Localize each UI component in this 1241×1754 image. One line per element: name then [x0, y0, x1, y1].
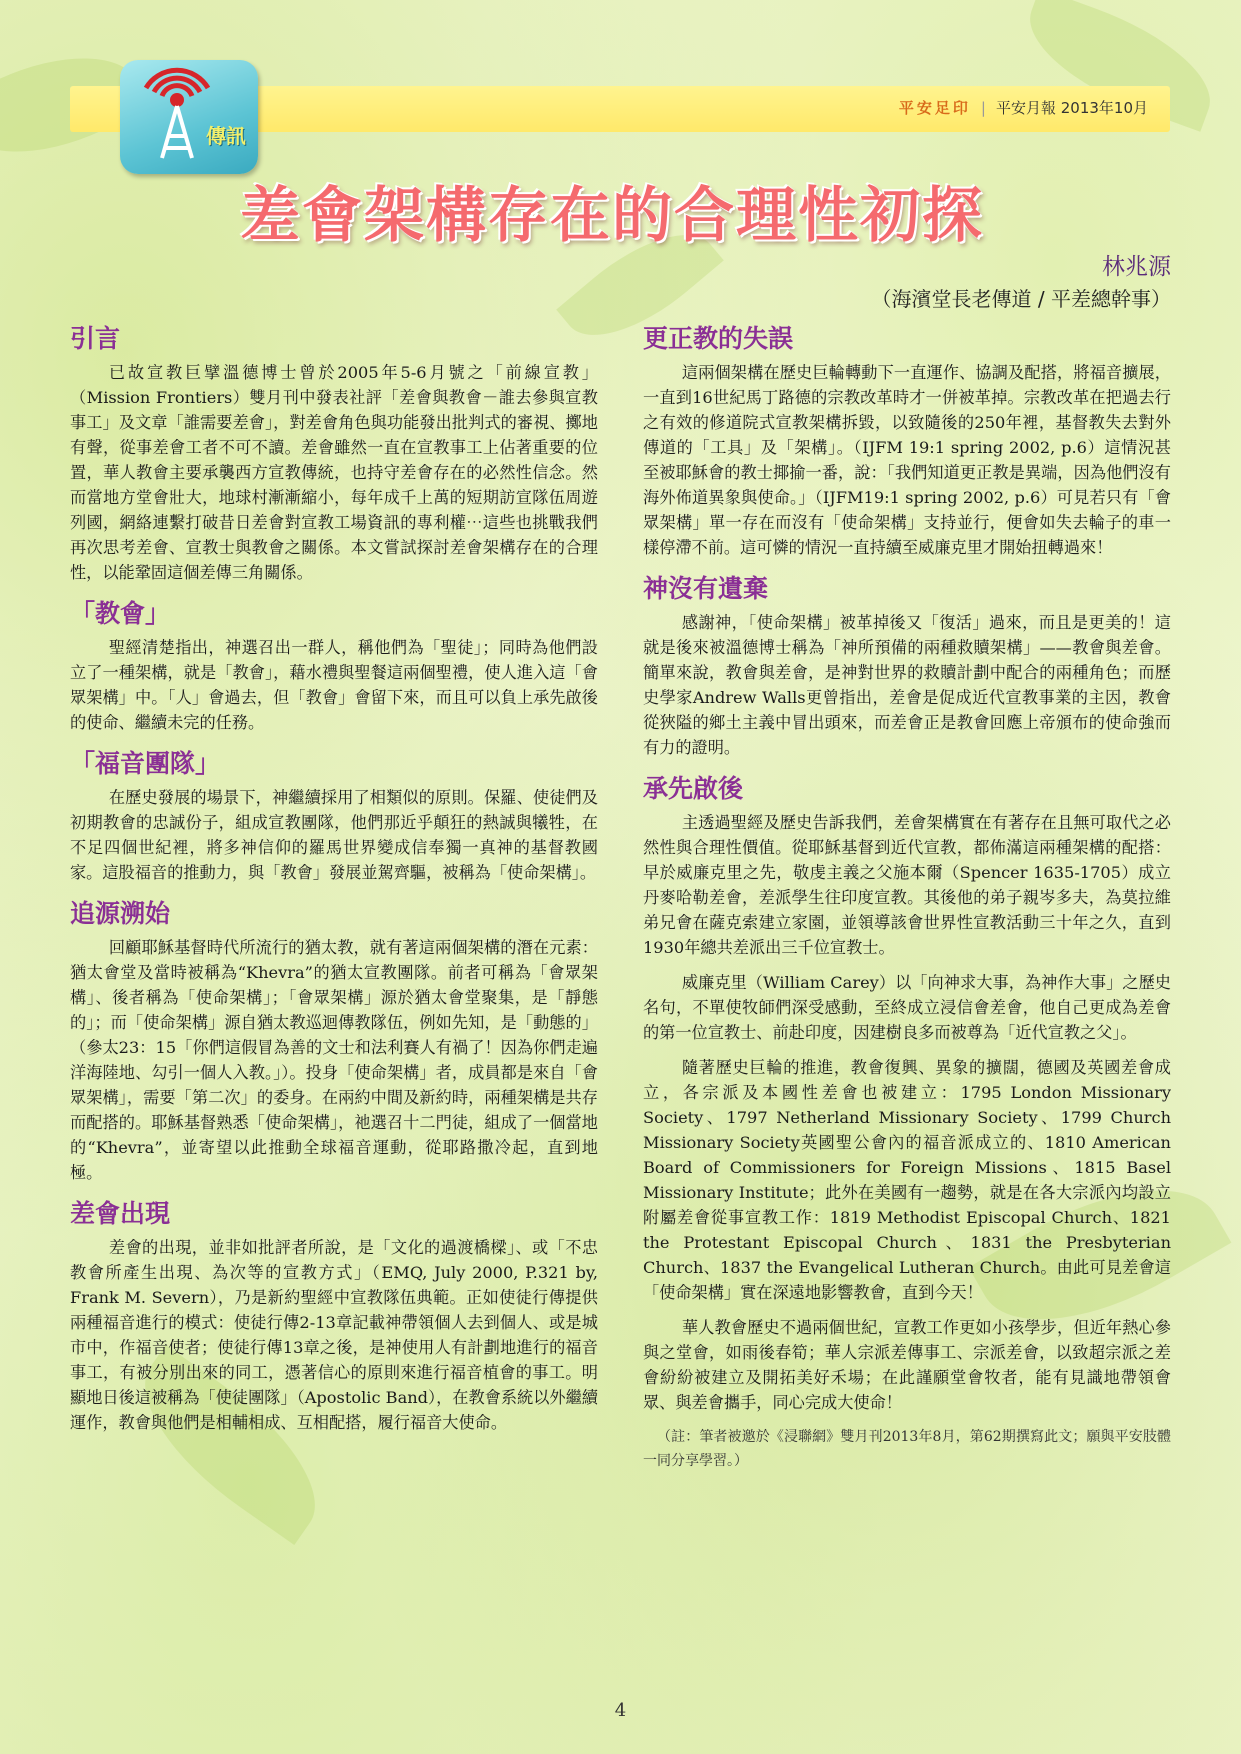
left-column [70, 322, 598, 1447]
section-heading: 引言 [70, 324, 121, 353]
section-gospel-team [70, 747, 598, 885]
header-info [899, 97, 1148, 118]
section-logo [120, 50, 260, 175]
paragraph: 威廉克里（William Carey）以「向神求大事，為神作大事」之歷史名句，不單使牧師們深受感動，至終成立浸信會差會，他自己更成為差會的第一位宣教士、前赴印度，因建樹良多而被尊為「近代宣教之父」。 [643, 973, 1171, 1042]
author-affiliation: （海濱堂長老傳道 / 平差總幹事） [871, 287, 1171, 311]
author-name: 林兆源 [1102, 254, 1171, 280]
paragraph: 差會的出現，並非如批評者所說，是「文化的過渡橋樑」、或「不忠教會所產生出現、為次等的宣教方式」（EMQ, July 2000, P.321 by, Frank M. Severn），乃是新約聖經中宣教隊伍典範。正如使徒行傳提供兩種福音進行的模式：使徒行傳2-13章記載神帶領個人去到個人、或是城市中，作福音使者；使徒行傳13章之後，是神使用人有計劃地進行的福音事工，有被分別出來的同工，憑著信心的原則來進行福音植會的事工。明顯地日後這被稱為「使徒團隊」（Apostolic Band），在教會系統以外繼續運作，教會與他們是相輔相成、互相配搭，履行福音大使命。 [70, 1238, 598, 1432]
section-heading: 神沒有遺棄 [643, 574, 769, 603]
section-mission-emerges [70, 1197, 598, 1435]
section-reformation [643, 322, 1171, 560]
section-heading: 承先啟後 [643, 774, 744, 803]
section-legacy [643, 772, 1171, 1473]
right-column [643, 322, 1171, 1485]
header-separator: | [980, 99, 986, 117]
column-name: 平安足印 [898, 99, 971, 117]
section-heading: 差會出現 [70, 1199, 171, 1228]
paragraph: 隨著歷史巨輪的推進，教會復興、異象的擴闊，德國及英國差會成立，各宗派及本國性差會也被建立：1795 London Missionary Society、1797 Netherland Missionary Society、1799 Church Missionary Society英國聖公會內的福音派成立的、1810 American Board of Commissioners for Foreign Missions、1815 Basel Missionary Institute；此外在美國有一趨勢，就是在各大宗派內均設立附屬差會從事宣教工作：1819 Methodist Episcopal Church、1821 the Protestant Episcopal Church、1831 the Presbyterian Church、1837 the Evangelical Lutheran Church。由此可見差會這「使命架構」實在深遠地影響教會，直到今天！ [643, 1058, 1171, 1302]
paragraph: 感謝神，「使命架構」被革掉後又「復活」過來，而且是更美的！這就是後來被溫德博士稱為「神所預備的兩種救贖架構」——教會與差會。簡單來說，教會與差會，是神對世界的救贖計劃中配合的兩種角色；而歷史學家Andrew Walls更曾指出，差會是促成近代宣教事業的主因，教會從狹隘的鄉土主義中冒出頭來，而差會正是教會回應上帝頒布的使命強而有力的證明。 [643, 613, 1171, 757]
paragraph: 已故宣教巨擘溫德博士曾於2005年5-6月號之「前線宣教」（Mission Frontiers）雙月刊中發表社評「差會與教會－誰去參與宣教事工」及文章「誰需要差會」，對差會角色與功能發出批判式的審視、擲地有聲，從事差會工者不可不讀。差會雖然一直在宣教事工上佔著重要的位置，華人教會主要承襲西方宣教傳統，也持守差會存在的必然性信念。然而當地方堂會壯大，地球村漸漸縮小，每年成千上萬的短期訪宣隊伍周遊列國，網絡連繫打破昔日差會對宣教工場資訊的專利權⋯這些也挑戰我們再次思考差會、宣教士與教會之關係。本文嘗試探討差會架構存在的合理性，以能鞏固這個差傳三角關係。 [70, 363, 598, 582]
section-heading: 「教會」 [70, 599, 171, 628]
section-heading: 追源溯始 [70, 899, 171, 928]
section-heading: 「福音團隊」 [70, 749, 221, 778]
page-number: 4 [614, 1700, 627, 1721]
logo-label: 傳訊 [206, 124, 246, 148]
paragraph: 華人教會歷史不過兩個世紀，宣教工作更如小孩學步，但近年熱心參與之堂會，如雨後春筍；華人宗派差傳事工、宗派差會，以致超宗派之差會紛紛被建立及開拓美好禾場；在此謹願堂會牧者，能有見識地帶領會眾、與差會攜手，同心完成大使命！ [643, 1318, 1171, 1412]
section-intro [70, 322, 598, 585]
paragraph: 在歷史發展的場景下，神繼續採用了相類似的原則。保羅、使徒們及初期教會的忠誠份子，組成宣教團隊，他們那近乎顛狂的熱誠與犧牲，在不足四個世紀裡，將多神信仰的羅馬世界變成信奉獨一真神的基督教國家。這股福音的推動力，與「教會」發展並駕齊驅，被稱為「使命架構」。 [70, 788, 598, 882]
paragraph: 主透過聖經及歷史告訴我們，差會架構實在有著存在且無可取代之必然性與合理性價值。從耶穌基督到近代宣教，都佈滿這兩種架構的配搭：早於威廉克里之先，敬虔主義之父施本爾（Spencer 1635-1705）成立丹麥哈勒差會，差派學生往印度宣教。其後他的弟子親岑多夫，為莫拉維弟兄會在薩克索建立家園，並領導該會世界性宣教活動三十年之久，直到1930年總共差派出三千位宣教士。 [643, 813, 1171, 957]
section-origin [70, 897, 598, 1185]
section-not-abandoned [643, 572, 1171, 760]
issue-date: 平安月報 2013年10月 [995, 99, 1148, 117]
section-heading: 更正教的失誤 [643, 324, 794, 353]
section-church [70, 597, 598, 735]
paragraph: 回顧耶穌基督時代所流行的猶太教，就有著這兩個架構的潛在元素：猶太會堂及當時被稱為“Khevra”的猶太宣教團隊。前者可稱為「會眾架構」、後者稱為「使命架構」；「會眾架構」源於猶太會堂聚集，是「靜態的」；而「使命架構」源自猶太教巡迴傳教隊伍，例如先知，是「動態的」（參太23：15「你們這假冒為善的文士和法利賽人有禍了！因為你們走遍洋海陸地、勾引一個人入教。」）。投身「使命架構」者，成員都是來自「會眾架構」，需要「第二次」的委身。在兩約中間及新約時，兩種架構是共存而配搭的。耶穌基督熟悉「使命架構」，祂選召十二門徒，組成了一個當地的“Khevra”，並寄望以此推動全球福音運動，從耶路撒冷起，直到地極。 [70, 938, 598, 1182]
paragraph: 聖經清楚指出，神選召出一群人，稱他們為「聖徒」；同時為他們設立了一種架構，就是「教會」，藉水禮與聖餐這兩個聖禮，使人進入這「會眾架構」中。「人」會過去，但「教會」會留下來，而且可以負上承先啟後的使命、繼續未完的任務。 [70, 638, 598, 732]
paragraph: 這兩個架構在歷史巨輪轉動下一直運作、協調及配搭，將福音擴展，一直到16世紀馬丁路德的宗教改革時才一併被革掉。宗教改革在把過去行之有效的修道院式宣教架構拆毀，以致隨後的250年裡，基督教失去對外傳道的「工具」及「架構」。（IJFM 19:1 spring 2002, p.6）這情況甚至被耶穌會的教士揶揄一番，說：「我們知道更正教是異端，因為他們沒有海外佈道異象與使命。」（IJFM19:1 spring 2002, p.6）可見若只有「會眾架構」單一存在而沒有「使命架構」支持並行，便會如失去輪子的車一樣停滯不前。這可憐的情況一直持續至威廉克里才開始扭轉過來！ [643, 363, 1171, 557]
author-note: （註：筆者被邀於《浸聯網》雙月刊2013年8月，第62期撰寫此文；願與平安肢體一同分享學習。） [643, 1429, 1171, 1469]
article-title: 差會架構存在的合理性初探 [240, 181, 984, 251]
